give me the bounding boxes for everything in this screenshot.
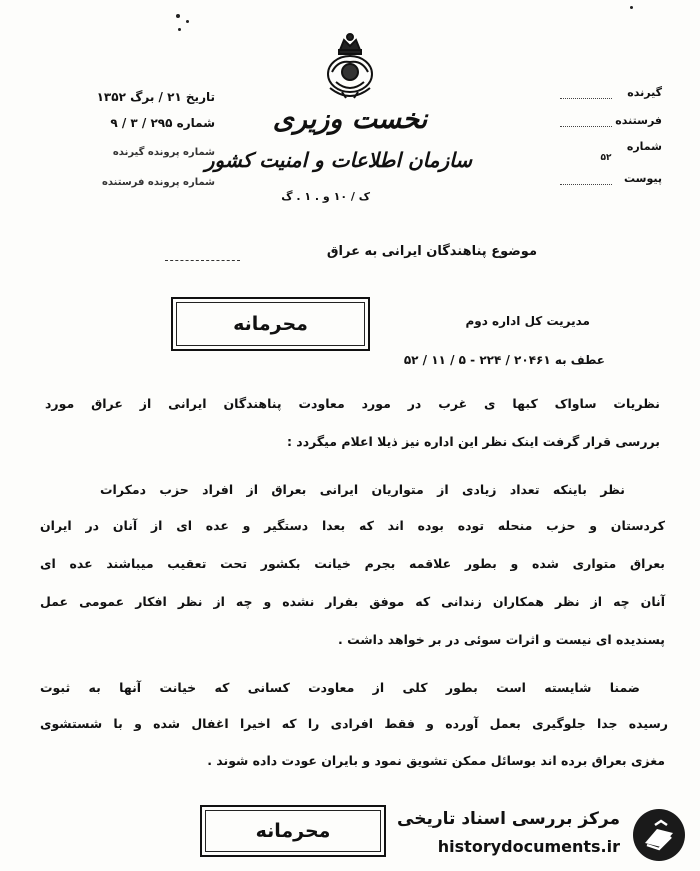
reference-number: عطف به ۲۰۴۶۱ / ۲۲۴ - ۵ / ۱۱ / ۵۲ — [403, 353, 605, 367]
body-line-7: پسندیده ای نیست و اثرات سوئی در بر خواهد داشت . — [338, 632, 665, 647]
number-value: ۵۲ — [600, 153, 612, 163]
date-line: تاریخ ۲۱ / برگ ۱۳۵۲ — [96, 90, 215, 104]
subject-dash-left — [165, 260, 240, 261]
crown-emblem-icon — [318, 32, 382, 104]
subject-label: موضوع — [491, 244, 537, 259]
body-line-10: مغزی بعراق برده اند بوسائل ممکن تشویق نمود و بایران عودت داده شوند . — [207, 753, 665, 768]
from-label: فرستنده — [615, 114, 662, 127]
classification-stamp-top: محرمانه — [171, 297, 370, 351]
to-line — [560, 98, 612, 99]
body-line-6: آنان چه از نظر همکاران زندانی که موفق بفرار نشده و چه از نظر افکار عمومی عمل — [40, 594, 665, 609]
number-label: شماره — [626, 140, 662, 153]
organization-code: ک / ۱۰ و . ۱ . گ — [281, 190, 370, 203]
subject-text: پناهندگان ایرانی به عراق — [326, 244, 487, 259]
ministry-title: نخست وزیری — [272, 104, 428, 135]
recipient-file-number: شماره پرونده گیرنده — [112, 147, 215, 158]
letter-number: شماره ۲۹۵ / ۳ / ۹ — [110, 116, 215, 130]
body-line-1: نظریات ساواک کبها ی غرب در مورد معاودت پناهندگان ایرانی از عراق مورد — [45, 396, 660, 411]
organization-title: سازمان اطلاعات و امنیت کشور — [204, 148, 472, 172]
archive-book-logo-icon — [631, 807, 687, 863]
subject-line — [232, 244, 537, 259]
body-line-5: بعراق متواری شده و بطور علاقمه بجرم خیانت بکشور تحت تعقیب میباشند عده ای — [40, 556, 665, 571]
body-line-8: ضمنا شایسته است بطور کلی از معاودت کسانی که خیانت آنها به ثبوت — [40, 680, 640, 695]
archive-url: historydocuments.ir — [437, 837, 620, 856]
addressee: مدیریت کل اداره دوم — [465, 314, 590, 328]
attachments-line — [560, 184, 612, 185]
body-line-2: بررسی قرار گرفت اینک نظر این اداره نیز ذیلا اعلام میگردد : — [286, 434, 660, 449]
classification-stamp-bottom: محرمانه — [200, 805, 386, 857]
archive-watermark — [395, 805, 695, 867]
body-line-9: رسیده جدا جلوگیری بعمل آورده و فقط افرادی را که اخیرا اغفال شده و با شستشوی — [40, 716, 668, 731]
from-line — [560, 126, 612, 127]
archive-title: مرکز بررسی اسناد تاریخی — [397, 809, 620, 829]
body-line-3: نظر باینکه تعداد زیادی از متواریان ایرانی بعراق از افراد حزب دمکرات — [100, 482, 625, 497]
sender-file-number: شماره پرونده فرستنده — [102, 177, 215, 188]
body-line-4: کردستان و حزب منحله توده بوده اند که بعدا دستگیر و عده ای از آنان در ایران — [40, 518, 665, 533]
attachments-label: پیوست — [624, 172, 662, 185]
to-label: گیرنده — [627, 86, 662, 99]
